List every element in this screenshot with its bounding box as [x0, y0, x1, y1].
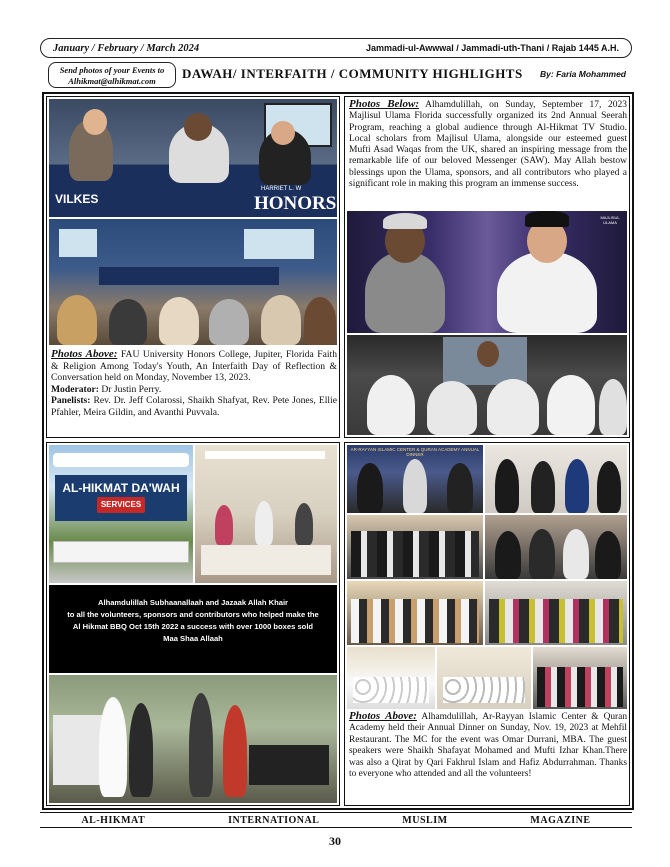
- send-photos-box: [48, 62, 176, 88]
- caption-ar-rayyan: [349, 711, 627, 780]
- award-person-7: [597, 461, 621, 513]
- scholar-1-cap: [383, 213, 427, 229]
- photo-dinner-hall-1: [347, 647, 435, 709]
- award-person-4: [495, 459, 519, 513]
- stage-table: [99, 267, 279, 285]
- dawah-banner: [55, 475, 187, 521]
- event-banner: AR-RAYYAN ISLAMIC CENTER & QURAN ACADEMY ANNUAL DINNER: [350, 447, 480, 457]
- audience-2: [109, 299, 147, 345]
- message-line-1: Alhamdulillah Subhaanallaah and Jazaak Allah Khair: [97, 598, 289, 607]
- banner-small-text: HARRIET L. W: [261, 186, 302, 192]
- griller-4: [223, 705, 247, 797]
- bbq-thank-you-message: [49, 585, 337, 673]
- footer-word-2: INTERNATIONAL: [228, 814, 320, 826]
- dinner-group-row: [537, 667, 623, 707]
- packing-tables: [201, 545, 331, 575]
- photo-dawah-tent: [49, 445, 193, 583]
- photo-studio-speakers: [347, 211, 627, 333]
- photo-dinner-hall-2: [437, 647, 531, 709]
- caption-lead: Photos Above:: [51, 348, 118, 360]
- table-banner: [49, 185, 337, 217]
- photo-group-1: [347, 515, 483, 579]
- speaker-1-head: [83, 109, 107, 135]
- dawah-banner-sub: SERVICES: [97, 497, 145, 513]
- info-table: [53, 541, 189, 563]
- caption-body: Alhamdulillah, Ar-Rayyan Islamic Center & Quran Academy held their Annual Dinner on Sunday, Nov. 19, 2023 at Mehfil Restaurant. The MC for the event was Omar Durrani, MBA. The guest speakers were Shaikh Shafayat Mohamed and Mufti Izhar Khan.There was also a Qirat by Qari Fakhrul Islam and Hafiz Abdurrahman. Thanks to everyone who attended and all the volunteers!: [349, 712, 628, 780]
- send-photos-text: Send photos of your Events to: [59, 65, 165, 75]
- moderator-line: [51, 384, 337, 396]
- audience-1: [57, 295, 97, 345]
- photo-group-4: [485, 581, 627, 645]
- footer-word-4: MAGAZINE: [530, 814, 591, 826]
- photo-dinner-group: [533, 647, 627, 709]
- group-person-2: [529, 529, 555, 579]
- group-person-4: [595, 531, 621, 579]
- stage-person-4: [547, 375, 595, 435]
- dawah-banner-title: AL-HIKMAT DA'WAH: [62, 481, 180, 495]
- screen-right: [244, 229, 314, 259]
- page-number: 30: [329, 834, 341, 848]
- panel-fau-interfaith: [46, 96, 340, 438]
- panelists-value: Rev. Dr. Jeff Colarossi, Shaikh Shafyat, Rev. Pete Jones, Ellie Pfahler, Meira Gildin, and Avanthi Puvvala.: [51, 395, 337, 418]
- send-photos-email[interactable]: Alhikmat@alhikmat.com: [68, 76, 156, 86]
- caption-lead: Photos Above:: [349, 710, 417, 722]
- scholar-2-cap: [525, 211, 569, 227]
- caption-fau: [51, 349, 337, 419]
- banner-honors-text: HONORS: [254, 193, 337, 214]
- stage-person-5: [599, 379, 627, 435]
- award-person-5: [531, 461, 555, 513]
- audience-6: [304, 297, 336, 345]
- volunteer-3: [295, 503, 313, 545]
- screen-left: [59, 229, 97, 257]
- group-row-2: [351, 599, 479, 643]
- griller-1: [99, 697, 127, 797]
- griller-3: [189, 693, 213, 797]
- screen-face: [477, 341, 499, 367]
- photo-audience: [49, 219, 337, 345]
- award-person-6: [565, 459, 589, 513]
- caption-body: Alhamdulillah, on Sunday, September 17, 2023 Majlisul Ulama Florida successfully organized its 2nd Annual Seerah Program, reaching a global audience through Al-Hikmat TV Studio. Local scholars from Majlisul Ulama, alongside our esteemed guest Mufti Asad Waqas from the UK, shared an inspiring message from the remarkable life of our beloved Messenger (SAW). May Allah bestow blessings upon the Ulama, sponsors, and all contributors who played a significant role in making this program an immense success.: [349, 100, 627, 190]
- grill: [249, 745, 329, 785]
- gregorian-dates: January / February / March 2024: [53, 42, 200, 54]
- volunteer-1: [215, 505, 233, 545]
- panel-alhikmat-bbq: [46, 442, 340, 806]
- stage-person-1: [367, 375, 415, 435]
- photo-panel-speakers: [49, 99, 337, 217]
- panelists-line: [51, 395, 337, 418]
- message-line-4: Maa Shaa Allaah: [163, 634, 223, 643]
- majlis-logo: MAJLISUL ULAMA: [600, 215, 620, 225]
- scholar-2: [497, 251, 597, 333]
- award-person-2: [403, 459, 427, 513]
- message-line-2: to all the volunteers, sponsors and contributors who helped make the: [67, 610, 319, 619]
- footer-word-3: MUSLIM: [402, 814, 448, 826]
- speaker-3-head: [271, 121, 295, 145]
- footer-word-1: AL-HIKMAT: [81, 814, 146, 826]
- photo-packing-hall: [195, 445, 337, 583]
- scholar-1: [365, 251, 445, 333]
- griller-2: [129, 703, 153, 797]
- panel-seerah-program: [344, 96, 630, 438]
- hijri-dates: Jammadi-ul-Awwwal / Jammadi-uth-Thani / Rajab 1445 A.H.: [365, 43, 619, 53]
- group-person-3: [563, 529, 589, 579]
- audience-5: [261, 295, 301, 345]
- food-tray: [53, 715, 103, 785]
- photo-award-2: [485, 445, 627, 513]
- tent-canopy: [53, 453, 189, 467]
- dinner-tables-1: [353, 677, 429, 703]
- award-person-1: [357, 463, 383, 513]
- photo-group-2: [485, 515, 627, 579]
- byline: By: Faria Mohammed: [540, 69, 626, 79]
- stage-person-3: [487, 379, 539, 435]
- volunteer-2: [255, 501, 273, 545]
- dinner-tables-2: [443, 677, 525, 703]
- photo-bbq-grill: [49, 675, 337, 803]
- photo-seerah-stage: [347, 335, 627, 435]
- moderator-value: Dr Justin Perry.: [98, 383, 162, 395]
- date-bar: [40, 38, 632, 58]
- award-person-3: [447, 463, 473, 513]
- photo-award-1: [347, 445, 483, 513]
- audience-4: [209, 299, 249, 345]
- speaker-2-head: [184, 113, 212, 141]
- group-row-1: [351, 531, 479, 577]
- caption-body: FAU University Honors College, Jupiter, Florida Faith & Religion Among Today's Youth, An Interfaith Day of Reflection & Conversation held on Monday, November 13, 2023.: [51, 349, 338, 384]
- photo-group-3: [347, 581, 483, 645]
- group-person-1: [495, 531, 521, 579]
- section-title: DAWAH/ INTERFAITH / COMMUNITY HIGHLIGHTS: [182, 66, 523, 81]
- panelists-label: Panelists:: [51, 395, 91, 407]
- stage-person-2: [427, 381, 477, 435]
- magazine-footer: [40, 812, 632, 828]
- banner-left-text: VILKES: [55, 192, 99, 206]
- section-header: [40, 62, 632, 90]
- caption-seerah: [349, 99, 627, 190]
- ceiling-light: [205, 451, 325, 459]
- panel-ar-rayyan-dinner: [344, 442, 630, 806]
- audience-3: [159, 297, 199, 345]
- group-row-3: [489, 599, 623, 643]
- moderator-label: Moderator:: [51, 383, 99, 395]
- message-line-3: Al Hikmat BBQ Oct 15th 2022 a success with over 1000 boxes sold: [72, 622, 314, 631]
- caption-lead: Photos Below:: [349, 98, 419, 110]
